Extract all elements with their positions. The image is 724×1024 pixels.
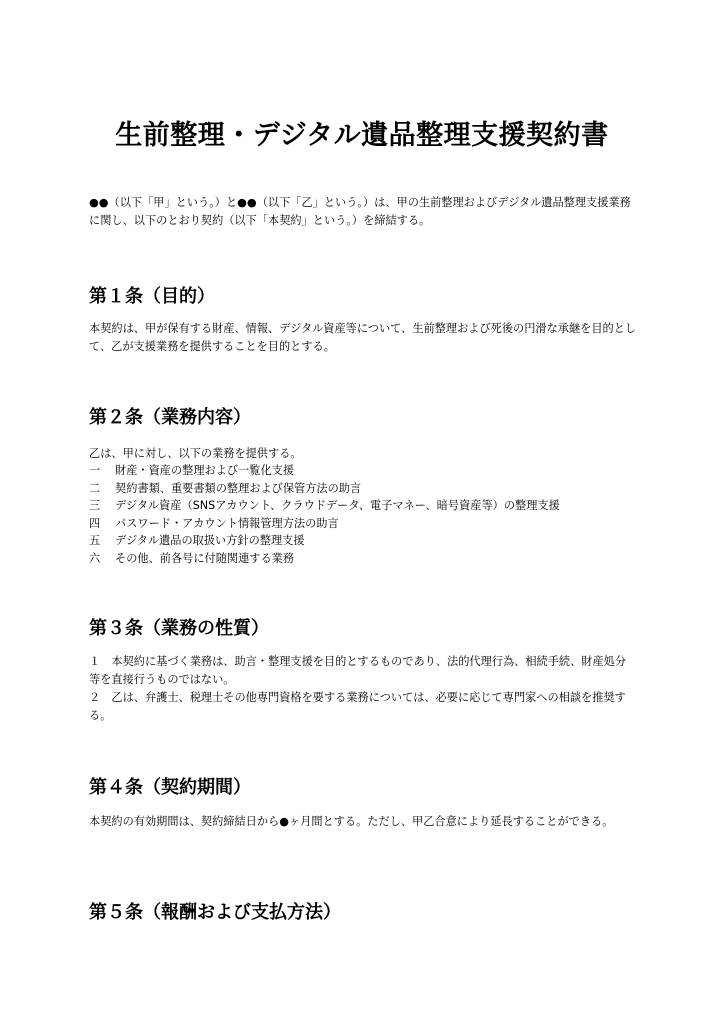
article-1-body: 本契約は、甲が保有する財産、情報、デジタル資産等について、生前整理および死後の円滑な承継を目的として、乙が支援業務を提供することを目的とする。 — [89, 322, 637, 353]
list-item-text: その他、前各号に付随関連する業務 — [115, 551, 295, 565]
list-item-number: 四 — [89, 516, 101, 530]
list-item — [89, 550, 637, 568]
intro-paragraph: ●●（以下「甲」という。）と●●（以下「乙」という。）は、甲の生前整理およびデジタル遺品整理支援業務に関し、以下のとおり契約（以下「本契約」という。）を締結する。 — [89, 196, 631, 227]
article-3-paragraph-2: ２ 乙は、弁護士、税理士その他専門資格を要する業務については、必要に応じて専門家への相談を推奨する。 — [89, 691, 626, 722]
list-item — [89, 497, 637, 515]
list-item-number: 五 — [89, 534, 101, 547]
list-item-text: デジタル資産（SNSアカウント、クラウドデータ、電子マネー、暗号資産等）の整理支援 — [115, 499, 560, 512]
article-2-lead: 乙は、甲に対し、以下の業務を提供する。 — [89, 447, 302, 460]
list-item — [89, 462, 637, 480]
article-2-heading: 第２条（業務内容） — [89, 407, 251, 428]
article-4-body: 本契約の有効期間は、契約締結日から●ヶ月間とする。ただし、甲乙合意により延長することができる。 — [89, 815, 614, 828]
list-item-number: 一 — [89, 464, 101, 477]
list-item-text: デジタル遺品の取扱い方針の整理支援 — [115, 534, 305, 547]
list-item-text: 財産・資産の整理および一覧化支援 — [115, 464, 295, 477]
list-item — [89, 532, 637, 550]
list-item-number: 二 — [89, 481, 101, 495]
article-3-paragraph-1: １ 本契約に基づく業務は、助言・整理支援を目的とするものであり、法的代理行為、相続手続、財産処分等を直接行うものではない。 — [89, 655, 627, 686]
list-item — [89, 515, 637, 533]
list-item — [89, 480, 637, 498]
document-title: 生前整理・デジタル遺品整理支援契約書 — [115, 120, 609, 151]
article-4-heading: 第４条（契約期間） — [89, 777, 251, 798]
list-item-text: パスワード・アカウント情報管理方法の助言 — [115, 516, 339, 530]
list-item-text: 契約書類、重要書類の整理および保管方法の助言 — [115, 481, 362, 495]
article-1-heading: 第１条（目的） — [89, 286, 215, 307]
list-item-number: 六 — [89, 551, 101, 565]
article-2-list — [89, 462, 637, 567]
article-5-heading: 第５条（報酬および支払方法） — [89, 902, 341, 923]
article-3-heading: 第３条（業務の性質） — [89, 618, 269, 639]
list-item-number: 三 — [89, 499, 101, 512]
